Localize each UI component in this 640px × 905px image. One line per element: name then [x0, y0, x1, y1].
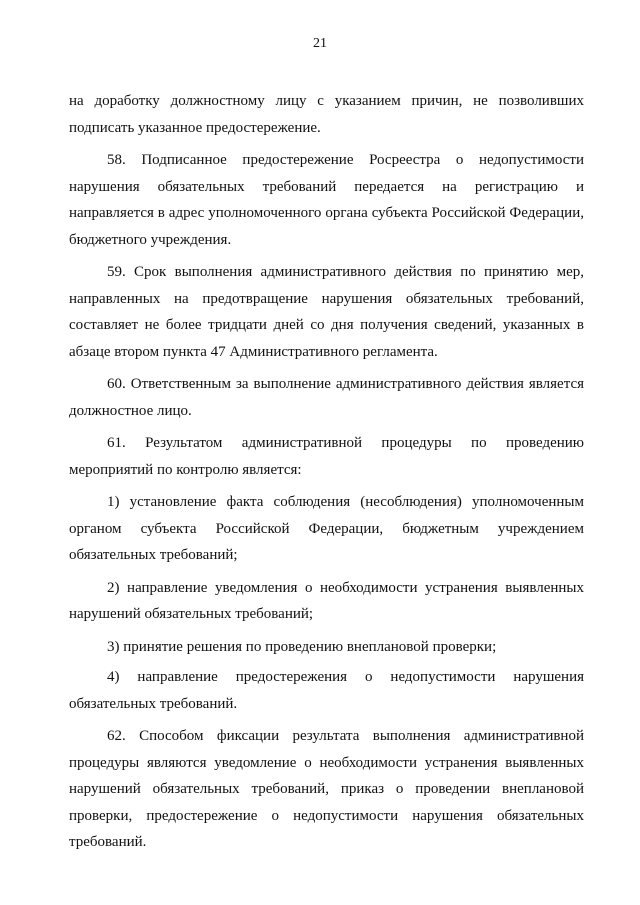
list-item-1: 1) установление факта соблюдения (несоблюдения) уполномоченным органом субъекта Российской Федерации, бюджетным учреждением обязательных требований;	[69, 494, 584, 563]
list-item-3: 3) принятие решения по проведению внеплановой проверки;	[107, 638, 497, 655]
list-item-4: 4) направление предостережения о недопустимости нарушения обязательных требований.	[69, 669, 584, 712]
paragraph-59: 59. Срок выполнения административного действия по принятию мер, направленных на предотвращение нарушения обязательных требований, составляет не более тридцати дней со дня получения сведений, указанных в абзаце втором пункта 47 Административного регламента.	[69, 264, 584, 360]
paragraph-continuation: на доработку должностному лицу с указанием причин, не позволивших подписать указанное предостережение.	[69, 93, 584, 136]
paragraph-58: 58. Подписанное предостережение Росреестра о недопустимости нарушения обязательных требований передается на регистрацию и направляется в адрес уполномоченного органа субъекта Российской Федерации, бюджетного учреждения.	[69, 152, 584, 248]
paragraph-61: 61. Результатом административной процедуры по проведению мероприятий по контролю является:	[69, 435, 584, 478]
paragraph-60: 60. Ответственным за выполнение административного действия является должностное лицо.	[69, 376, 584, 419]
document-body	[69, 88, 584, 862]
page-number: 21	[313, 36, 327, 51]
list-item-2: 2) направление уведомления о необходимости устранения выявленных нарушений обязательных требований;	[69, 579, 584, 622]
paragraph-62: 62. Способом фиксации результата выполнения административной процедуры являются уведомление о необходимости устранения выявленных нарушений обязательных требований, приказ о проведении внеплановой проверки, предостережение о недопустимости нарушения обязательных требований.	[69, 728, 584, 850]
